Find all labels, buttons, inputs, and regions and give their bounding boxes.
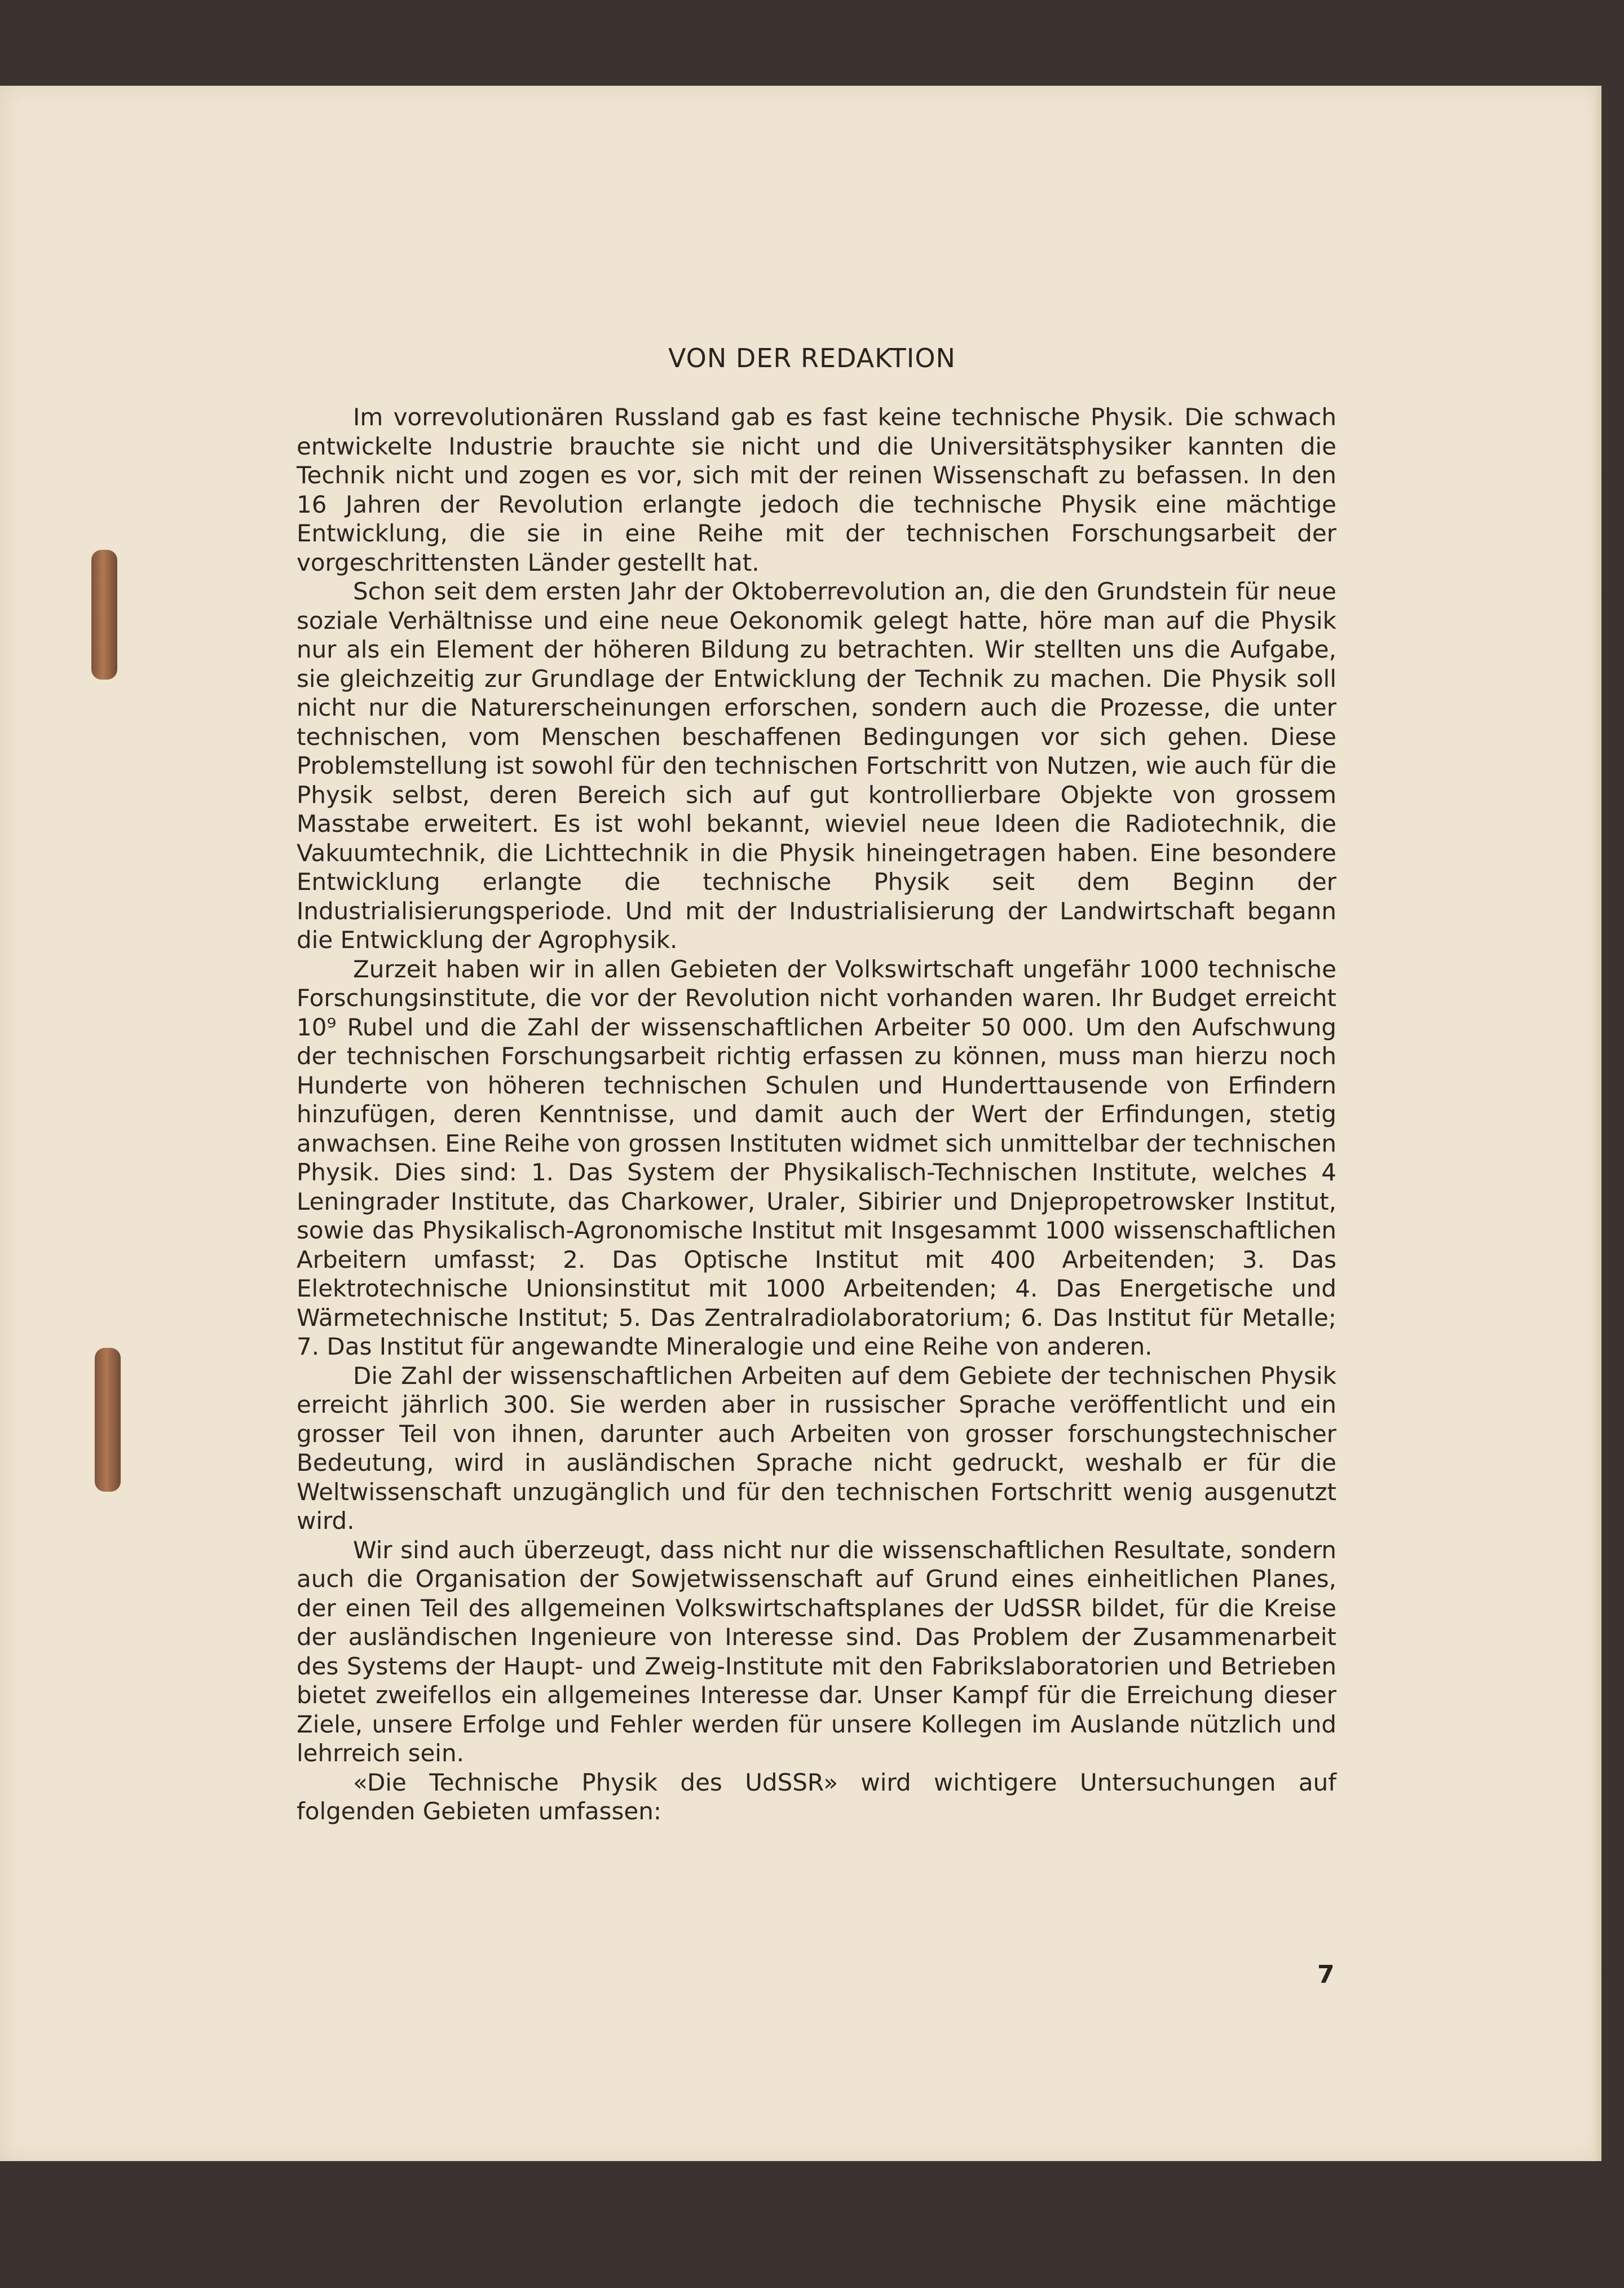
rust-staple-mark — [95, 1348, 121, 1492]
paragraph: «Die Technische Physik des UdSSR» wird wichtigere Untersuchungen auf folgenden Gebieten umfassen: — [297, 1768, 1336, 1825]
rust-staple-mark — [91, 550, 117, 680]
paragraph: Schon seit dem ersten Jahr der Oktoberrevolution an, die den Grundstein für neue soziale Verhältnisse und eine neue Oekonomik gelegt hatte, höre man auf die Physik nur als ein Element der höheren Bildung zu betrachten. Wir stellten uns die Aufgabe, sie gleichzeitig zur Grundlage der Entwicklung der Technik zu machen. Die Physik soll nicht nur die Naturerscheinungen erforschen, sondern auch die Prozesse, die unter technischen, vom Menschen beschaffenen Bedingungen vor sich gehen. Diese Problemstellung ist sowohl für den technischen Fortschritt von Nutzen, wie auch für die Physik selbst, deren Bereich sich auf gut kontrollierbare Objekte von grossem Masstabe erweitert. Es ist wohl bekannt, wieviel neue Ideen die Radiotechnik, die Vakuumtechnik, die Lichttechnik in die Physik hineingetragen haben. Eine besondere Entwicklung erlangte die technische Physik seit dem Beginn der Industrialisierungsperiode. Und mit der Industrialisierung der Landwirtschaft begann die Entwicklung der Agrophysik. — [297, 577, 1336, 954]
page-number: 7 — [1317, 1960, 1335, 1989]
article-body — [297, 403, 1336, 1826]
paragraph: Die Zahl der wissenschaftlichen Arbeiten auf dem Gebiete der technischen Physik erreicht jährlich 300. Sie werden aber in russischer Sprache veröffentlicht und ein grosser Teil von ihnen, darunter auch Arbeiten von grosser forschungstechnischer Bedeutung, wird in ausländischen Sprache nicht gedruckt, weshalb er für die Weltwissenschaft unzugänglich und für den technischen Fortschritt wenig ausgenutzt wird. — [297, 1361, 1336, 1535]
paragraph: Wir sind auch überzeugt, dass nicht nur die wissenschaftlichen Resultate, sondern auch die Organisation der Sowjetwissenschaft auf Grund eines einheitlichen Planes, der einen Teil des allgemeinen Volkswirtschaftsplanes der UdSSR bildet, für die Kreise der ausländischen Ingenieure von Interesse sind. Das Problem der Zusammenarbeit des Systems der Haupt- und Zweig-Institute mit den Fabrikslaboratorien und Betrieben bietet zweifellos ein allgemeines Interesse dar. Unser Kampf für die Erreichung dieser Ziele, unsere Erfolge und Fehler werden für unsere Kollegen im Auslande nützlich und lehrreich sein. — [297, 1536, 1336, 1767]
page-edge — [1594, 86, 1601, 2161]
page-title: VON DER REDAKTION — [668, 343, 956, 373]
paragraph: Zurzeit haben wir in allen Gebieten der Volkswirtschaft ungefähr 1000 technische Forschungsinstitute, die vor der Revolution nicht vorhanden waren. Ihr Budget erreicht 10⁹ Rubel und die Zahl der wissenschaftlichen Arbeiter 50 000. Um den Aufschwung der technischen Forschungsarbeit richtig erfassen zu können, muss man hierzu noch Hunderte von höheren technischen Schulen und Hunderttausende von Erfindern hinzufügen, deren Kenntnisse, und damit auch der Wert der Erfindungen, stetig anwachsen. Eine Reihe von grossen Instituten widmet sich unmittelbar der technischen Physik. Dies sind: 1. Das System der Physikalisch-Technischen Institute, welches 4 Leningrader Institute, das Charkower, Uraler, Sibirier und Dnjepropetrowsker Institut, sowie das Physikalisch-Agronomische Institut mit Insgesammt 1000 wissenschaftlichen Arbeitern umfasst; 2. Das Optische Institut mit 400 Arbeitenden; 3. Das Elektrotechnische Unionsinstitut mit 1000 Arbeitenden; 4. Das Energetische und Wärmetechnische Institut; 5. Das Zentralradiolaboratorium; 6. Das Institut für Metalle; 7. Das Institut für angewandte Mineralogie und eine Reihe von anderen. — [297, 955, 1336, 1360]
paragraph: Im vorrevolutionären Russland gab es fast keine technische Physik. Die schwach entwickelte Industrie brauchte sie nicht und die Universitätsphysiker kannten die Technik nicht und zogen es vor, sich mit der reinen Wissenschaft zu befassen. In den 16 Jahren der Revolution erlangte jedoch die technische Physik eine mächtige Entwicklung, die sie in eine Reihe mit der technischen Forschungsarbeit der vorgeschrittensten Länder gestellt hat. — [297, 403, 1336, 576]
